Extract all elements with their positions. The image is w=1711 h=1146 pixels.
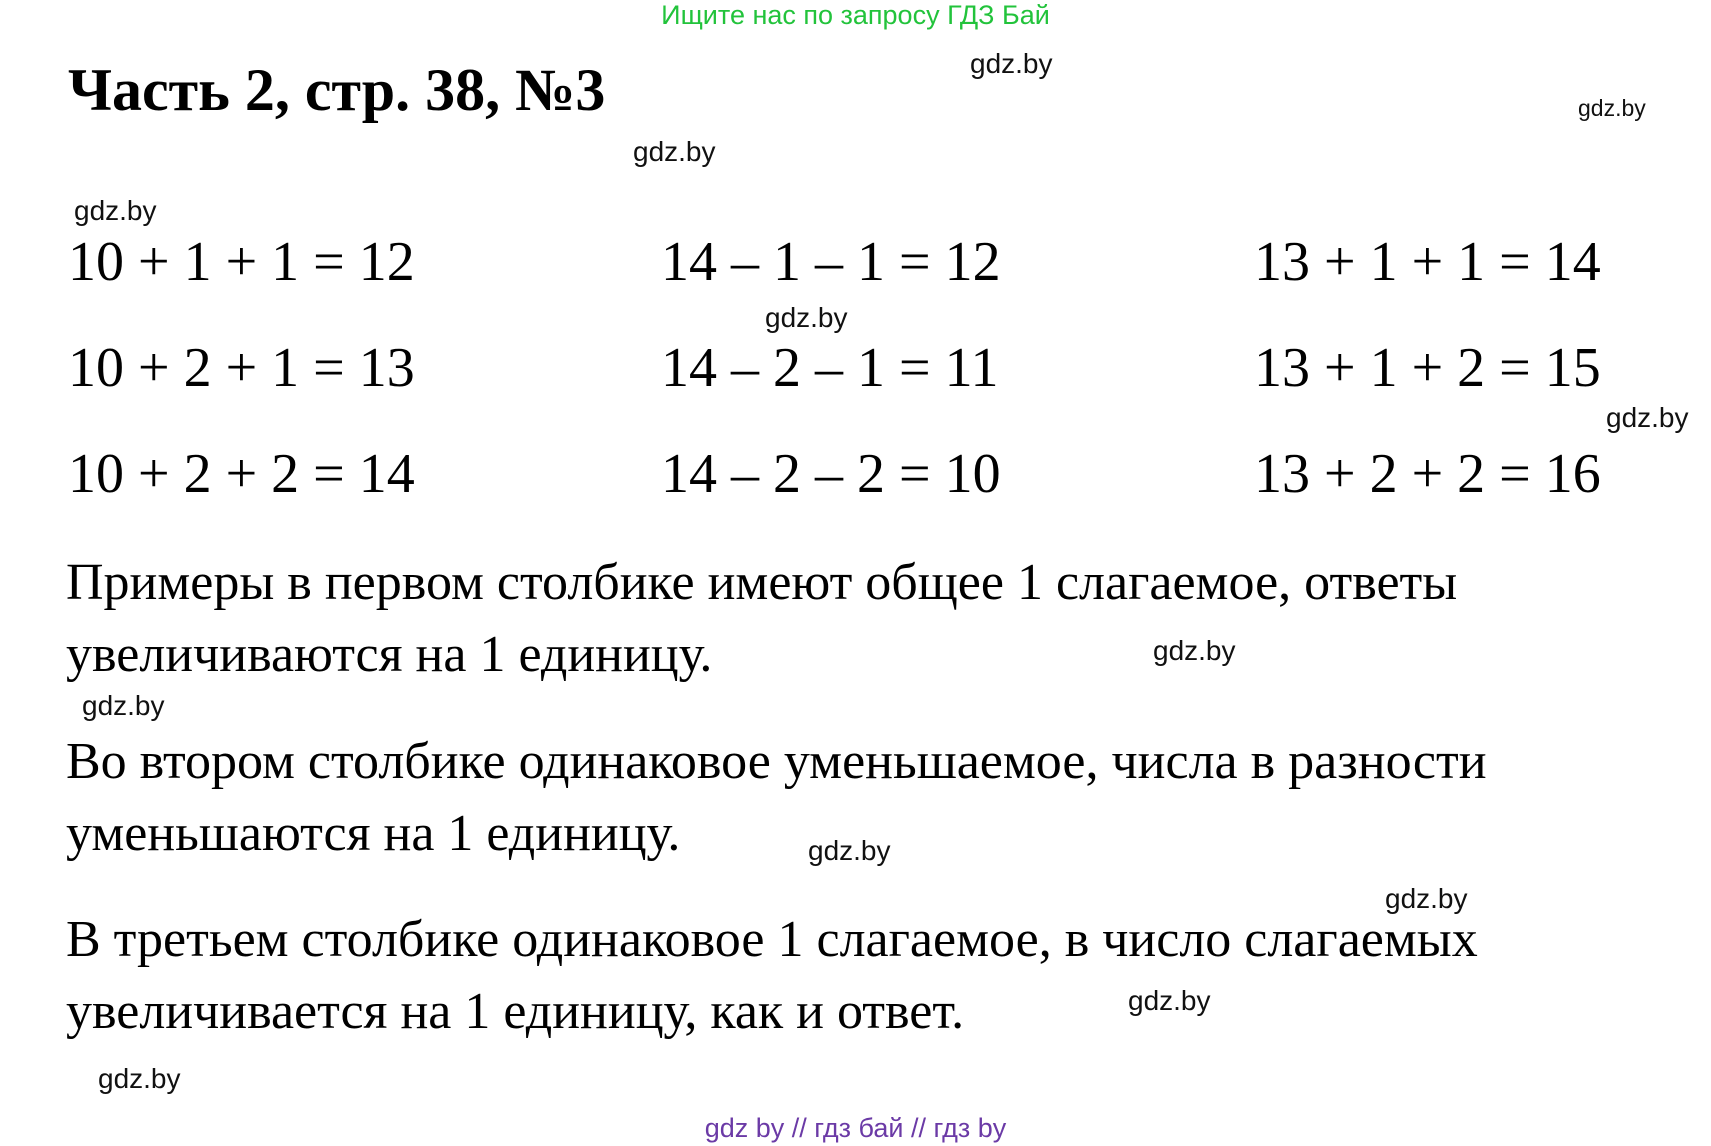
- equation-col3-row3: 13 + 2 + 2 = 16: [1254, 443, 1601, 505]
- top-banner: Ищите нас по запросу ГДЗ Бай: [661, 0, 1050, 30]
- equation-col1-row1: 10 + 1 + 1 = 12: [68, 231, 415, 293]
- page-title: Часть 2, стр. 38, №3: [68, 57, 606, 123]
- watermark: gdz.by: [970, 48, 1053, 79]
- paragraph-line: Примеры в первом столбике имеют общее 1 слагаемое, ответы: [66, 554, 1458, 611]
- watermark: gdz.by: [98, 1063, 181, 1094]
- watermark: gdz.by: [765, 302, 848, 333]
- paragraph-line: увеличивается на 1 единицу, как и ответ.: [66, 983, 965, 1040]
- watermark: gdz.by: [1578, 95, 1646, 121]
- watermark: gdz.by: [82, 690, 165, 721]
- equation-col1-row3: 10 + 2 + 2 = 14: [68, 443, 415, 505]
- watermark: gdz.by: [1153, 635, 1236, 666]
- watermark: gdz.by: [1385, 883, 1468, 914]
- paragraph-line: В третьем столбике одинаковое 1 слагаемое, в число слагаемых: [66, 911, 1478, 968]
- watermark: gdz.by: [1606, 402, 1689, 433]
- paragraph-second-column: [66, 726, 1487, 870]
- equation-col2-row3: 14 – 2 – 2 = 10: [661, 443, 1001, 505]
- paragraph-third-column: [66, 904, 1478, 1048]
- footer-watermark: gdz by // гдз бай // гдз by: [704, 1113, 1007, 1143]
- equation-col2-row1: 14 – 1 – 1 = 12: [661, 231, 1001, 293]
- watermark: gdz.by: [74, 195, 157, 226]
- paragraph-line: Во втором столбике одинаковое уменьшаемое, числа в разности: [66, 733, 1487, 790]
- equation-col1-row2: 10 + 2 + 1 = 13: [68, 337, 415, 399]
- equation-col2-row2: 14 – 2 – 1 = 11: [661, 337, 999, 399]
- equation-col3-row2: 13 + 1 + 2 = 15: [1254, 337, 1601, 399]
- paragraph-line: уменьшаются на 1 единицу.: [66, 805, 681, 862]
- paragraph-line: увеличиваются на 1 единицу.: [66, 626, 713, 683]
- paragraph-first-column: [66, 547, 1457, 691]
- watermark: gdz.by: [633, 136, 716, 167]
- watermark: gdz.by: [808, 835, 891, 866]
- equation-col3-row1: 13 + 1 + 1 = 14: [1254, 231, 1601, 293]
- watermark: gdz.by: [1128, 985, 1211, 1016]
